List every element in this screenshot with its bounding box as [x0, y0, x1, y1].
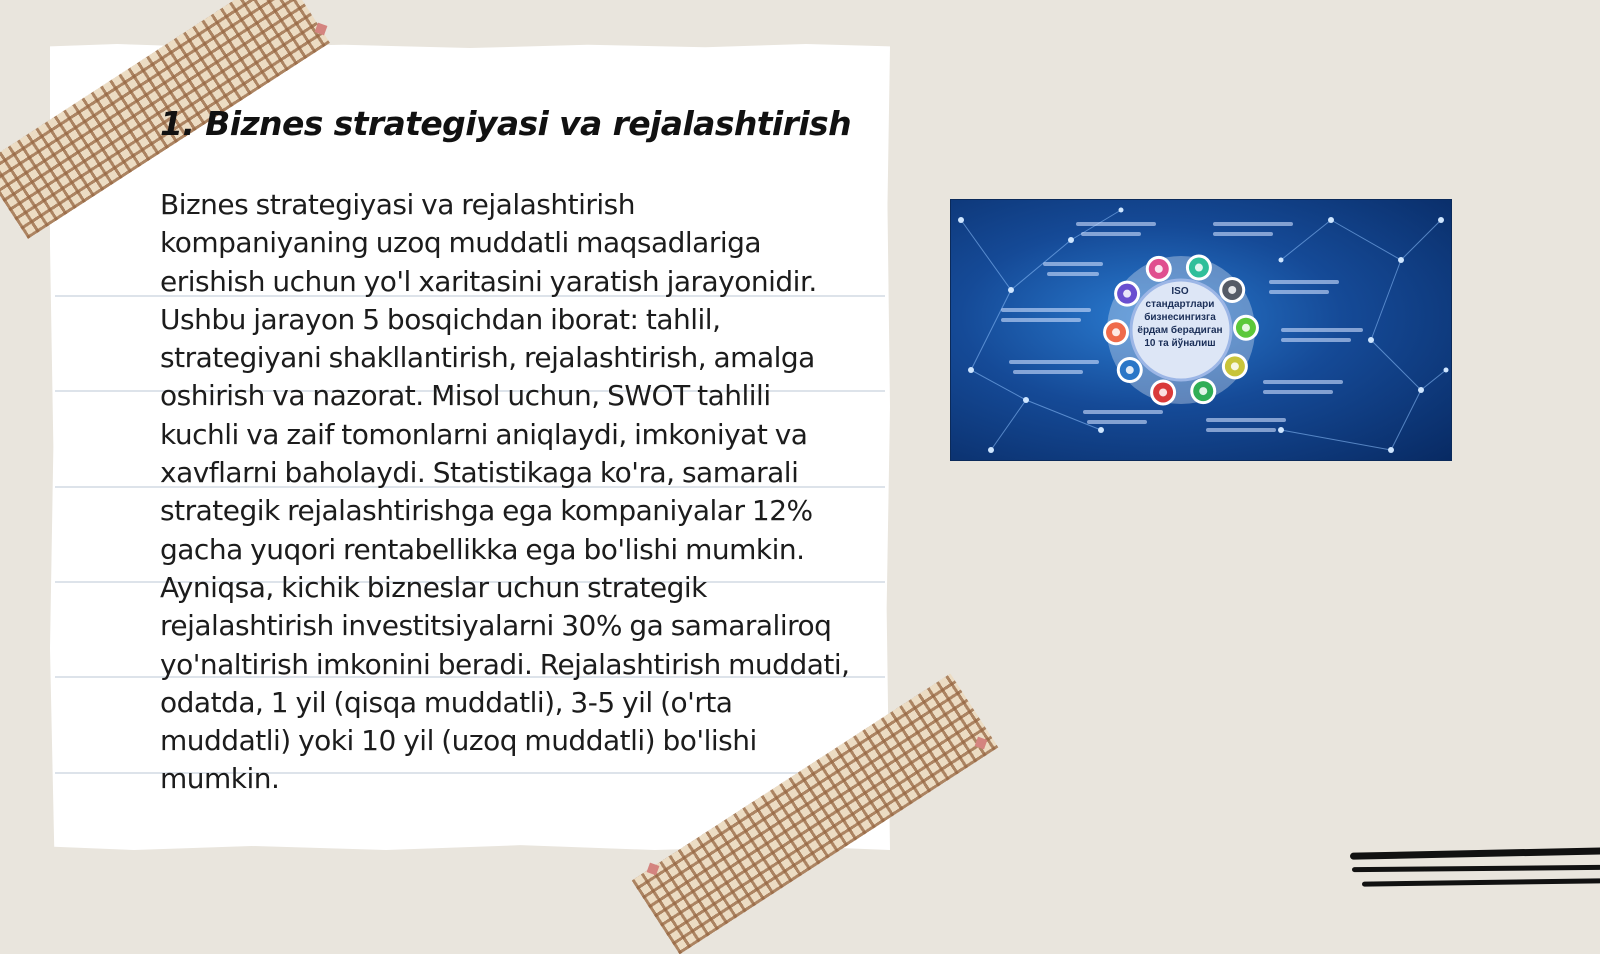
- direction-icon-glyph: [1231, 362, 1239, 370]
- direction-icon-glyph: [1123, 290, 1131, 298]
- brush-stroke: [1352, 865, 1600, 872]
- brush-stroke: [1362, 878, 1600, 886]
- direction-icon-glyph: [1228, 286, 1236, 294]
- iso-directions-picture: [950, 199, 1452, 461]
- direction-icon-glyph: [1159, 388, 1167, 396]
- direction-icon-glyph: [1126, 366, 1134, 374]
- brush-stroke: [1350, 847, 1600, 859]
- direction-icon-glyph: [1155, 265, 1163, 273]
- direction-icon-glyph: [1195, 264, 1203, 272]
- direction-icon-glyph: [1199, 387, 1207, 395]
- slide-title: 1. Biznes strategiyasi va rejalashtirish: [160, 104, 851, 143]
- picture-center-caption: ISO стандартлари бизнесингизга ёрдам берадиган 10 та йўналиш: [1137, 286, 1223, 349]
- direction-icon-glyph: [1242, 324, 1250, 332]
- slide-body-text: Biznes strategiyasi va rejalashtirish kompaniyaning uzoq muddatli maqsadlariga erishish uchun yo'l xaritasini yaratish jarayonidir. Ushbu jarayon 5 bosqichdan iborat: tahlil, strategiyani shakllantirish, rejalashtirish, amalga oshirish va nazorat. Misol uchun, SWOT tahlili kuchli va zaif tomonlarni aniqlaydi, imkoniyat va xavflarni baholaydi. Statistikaga ko'ra, samarali strategik rejalashtirishga ega kompaniyalar 12% gacha yuqori rentabellikka ega bo'lishi mumkin. Ayniqsa, kichik bizneslar uchun strategik rejalashtirish investitsiyalarni 30% ga samaraliroq yo'naltirish imkonini beradi. Rejalashtirish muddati, odatda, 1 yil (qisqa muddatli), 3-5 yil (o'rta muddatli) yoki 10 yil (uzoq muddatli) bo'lishi mumkin.: [160, 188, 850, 796]
- direction-icon-glyph: [1112, 328, 1120, 336]
